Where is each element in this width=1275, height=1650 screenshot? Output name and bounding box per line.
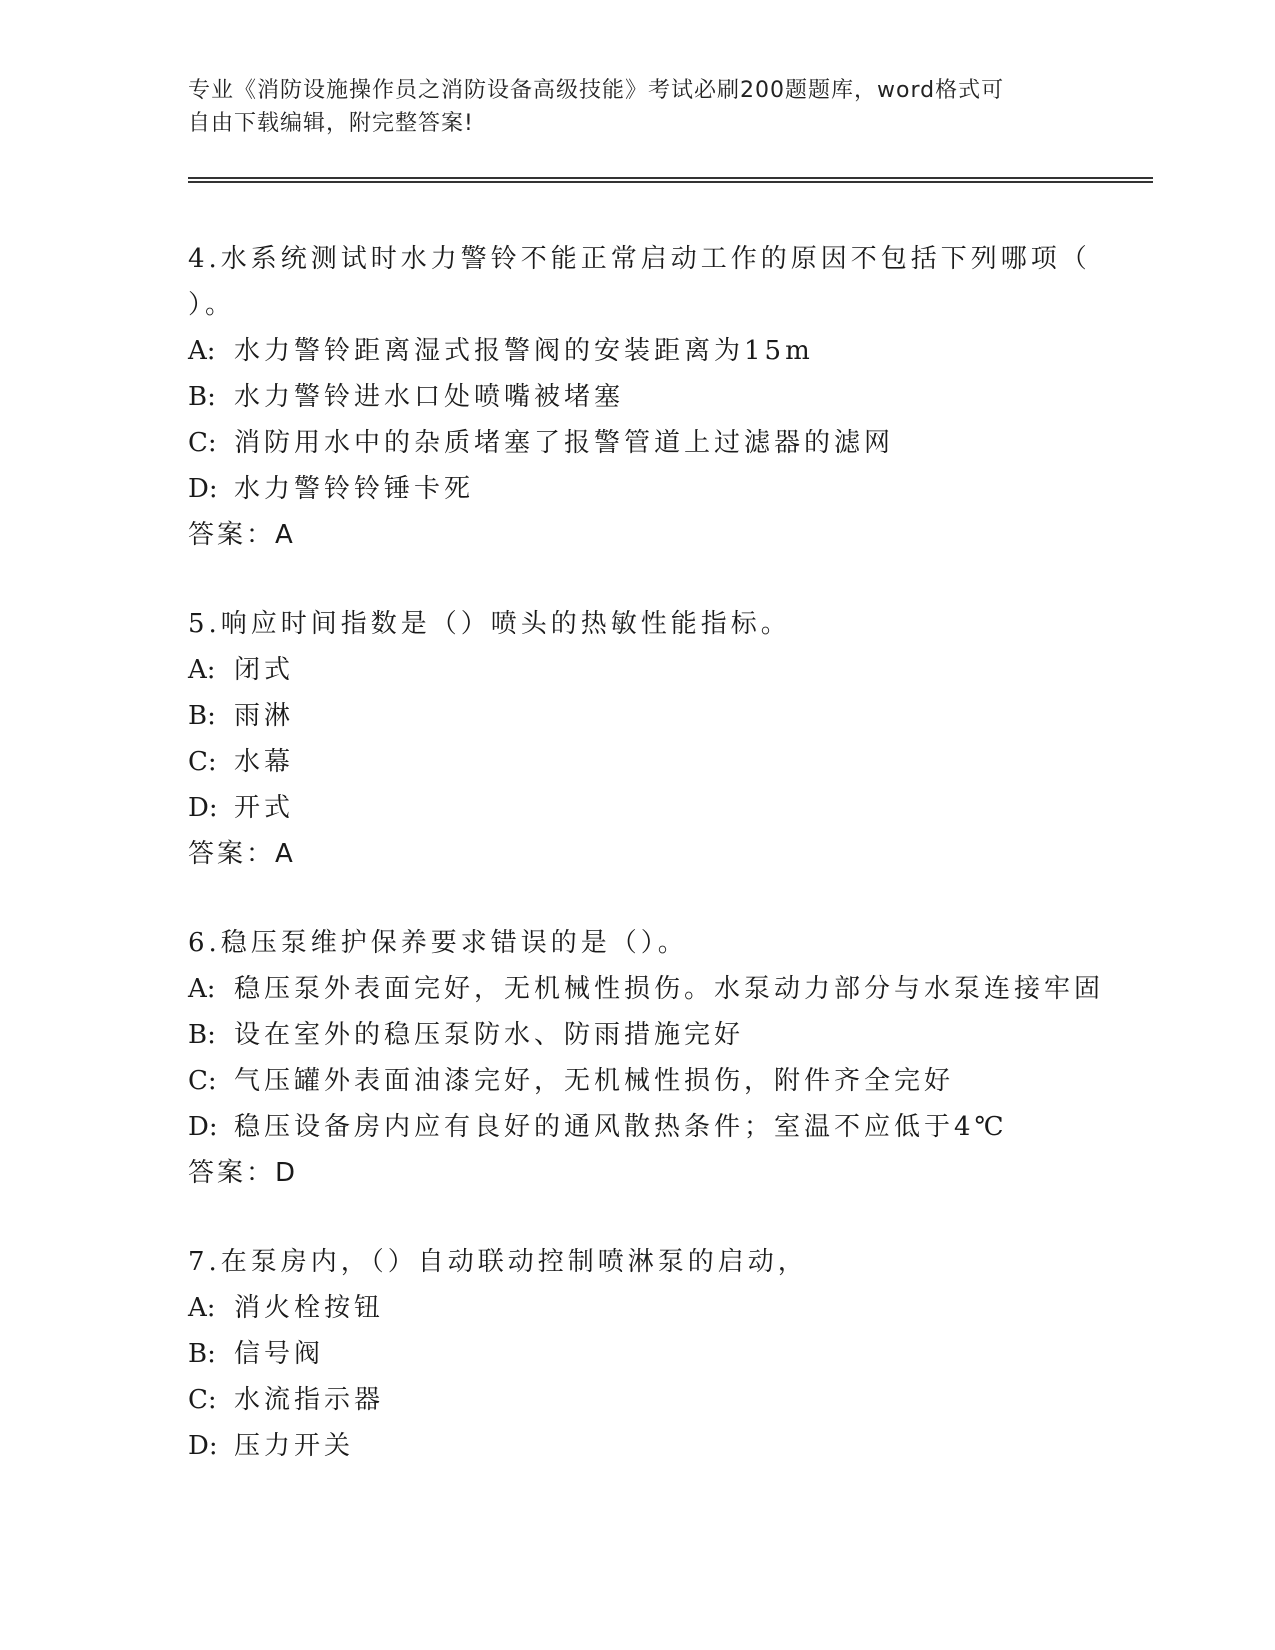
option-c <box>188 420 1148 466</box>
option-text: 信号阀 <box>234 1339 325 1369</box>
option-key: B: <box>188 701 216 731</box>
option-key: C: <box>188 747 217 777</box>
question-4 <box>188 236 1148 558</box>
option-d <box>188 466 1148 512</box>
option-b <box>188 374 1148 420</box>
document-header <box>188 74 1068 140</box>
option-key: D: <box>188 474 218 504</box>
option-text: 水幕 <box>234 747 295 777</box>
option-c <box>188 1058 1148 1104</box>
option-key: B: <box>188 1339 216 1369</box>
option-text: 消防用水中的杂质堵塞了报警管道上过滤器的滤网 <box>234 428 895 458</box>
option-d <box>188 1423 1148 1469</box>
option-text: 压力开关 <box>234 1431 355 1461</box>
answer-line: 答案：A <box>188 839 296 869</box>
option-text: 开式 <box>234 793 295 823</box>
header-line-1: 专业《消防设施操作员之消防设备高级技能》考试必刷200题题库，word格式可 <box>188 78 1005 103</box>
option-key: A: <box>188 974 216 1004</box>
answer-line: 答案：A <box>188 520 296 550</box>
option-key: B: <box>188 382 216 412</box>
option-b <box>188 693 1148 739</box>
option-d <box>188 1104 1148 1150</box>
option-text: 稳压泵外表面完好，无机械性损伤。水泵动力部分与水泵连接牢固 <box>234 974 1105 1004</box>
option-key: D: <box>188 1431 218 1461</box>
option-text: 水流指示器 <box>234 1385 385 1415</box>
option-key: A: <box>188 1293 216 1323</box>
question-5 <box>188 601 1148 877</box>
option-c <box>188 739 1148 785</box>
option-key: C: <box>188 1066 217 1096</box>
option-key: D: <box>188 1112 218 1142</box>
question-stem: 5.响应时间指数是（）喷头的热敏性能指标。 <box>188 609 791 639</box>
option-a <box>188 328 1148 374</box>
option-a <box>188 1285 1148 1331</box>
option-text: 闭式 <box>234 655 295 685</box>
question-list <box>188 236 1148 1512</box>
option-key: A: <box>188 336 216 366</box>
option-key: D: <box>188 793 218 823</box>
question-stem: 7.在泵房内，（）自动联动控制喷淋泵的启动， <box>188 1247 808 1277</box>
option-text: 设在室外的稳压泵防水、防雨措施完好 <box>234 1020 745 1050</box>
option-c <box>188 1377 1148 1423</box>
option-key: A: <box>188 655 216 685</box>
question-stem: 6.稳压泵维护保养要求错误的是（）。 <box>188 928 688 958</box>
option-b <box>188 1331 1148 1377</box>
option-key: C: <box>188 1385 217 1415</box>
header-line-2: 自由下载编辑，附完整答案! <box>188 111 474 136</box>
option-a <box>188 966 1148 1012</box>
option-text: 水力警铃进水口处喷嘴被堵塞 <box>234 382 625 412</box>
answer-line: 答案：D <box>188 1158 299 1188</box>
option-text: 雨淋 <box>234 701 295 731</box>
option-text: 气压罐外表面油漆完好，无机械性损伤，附件齐全完好 <box>234 1066 955 1096</box>
question-6 <box>188 920 1148 1196</box>
option-key: B: <box>188 1020 216 1050</box>
option-text: 稳压设备房内应有良好的通风散热条件；室温不应低于4℃ <box>234 1112 1008 1142</box>
option-key: C: <box>188 428 217 458</box>
option-d <box>188 785 1148 831</box>
option-text: 水力警铃距离湿式报警阀的安装距离为15m <box>234 336 814 366</box>
option-text: 水力警铃铃锤卡死 <box>234 474 475 504</box>
question-stem-continued: ）。 <box>188 290 236 320</box>
question-7 <box>188 1239 1148 1469</box>
option-b <box>188 1012 1148 1058</box>
question-stem: 4.水系统测试时水力警铃不能正常启动工作的原因不包括下列哪项（ <box>188 244 1091 274</box>
option-text: 消火栓按钮 <box>234 1293 385 1323</box>
option-a <box>188 647 1148 693</box>
header-divider <box>188 177 1153 183</box>
